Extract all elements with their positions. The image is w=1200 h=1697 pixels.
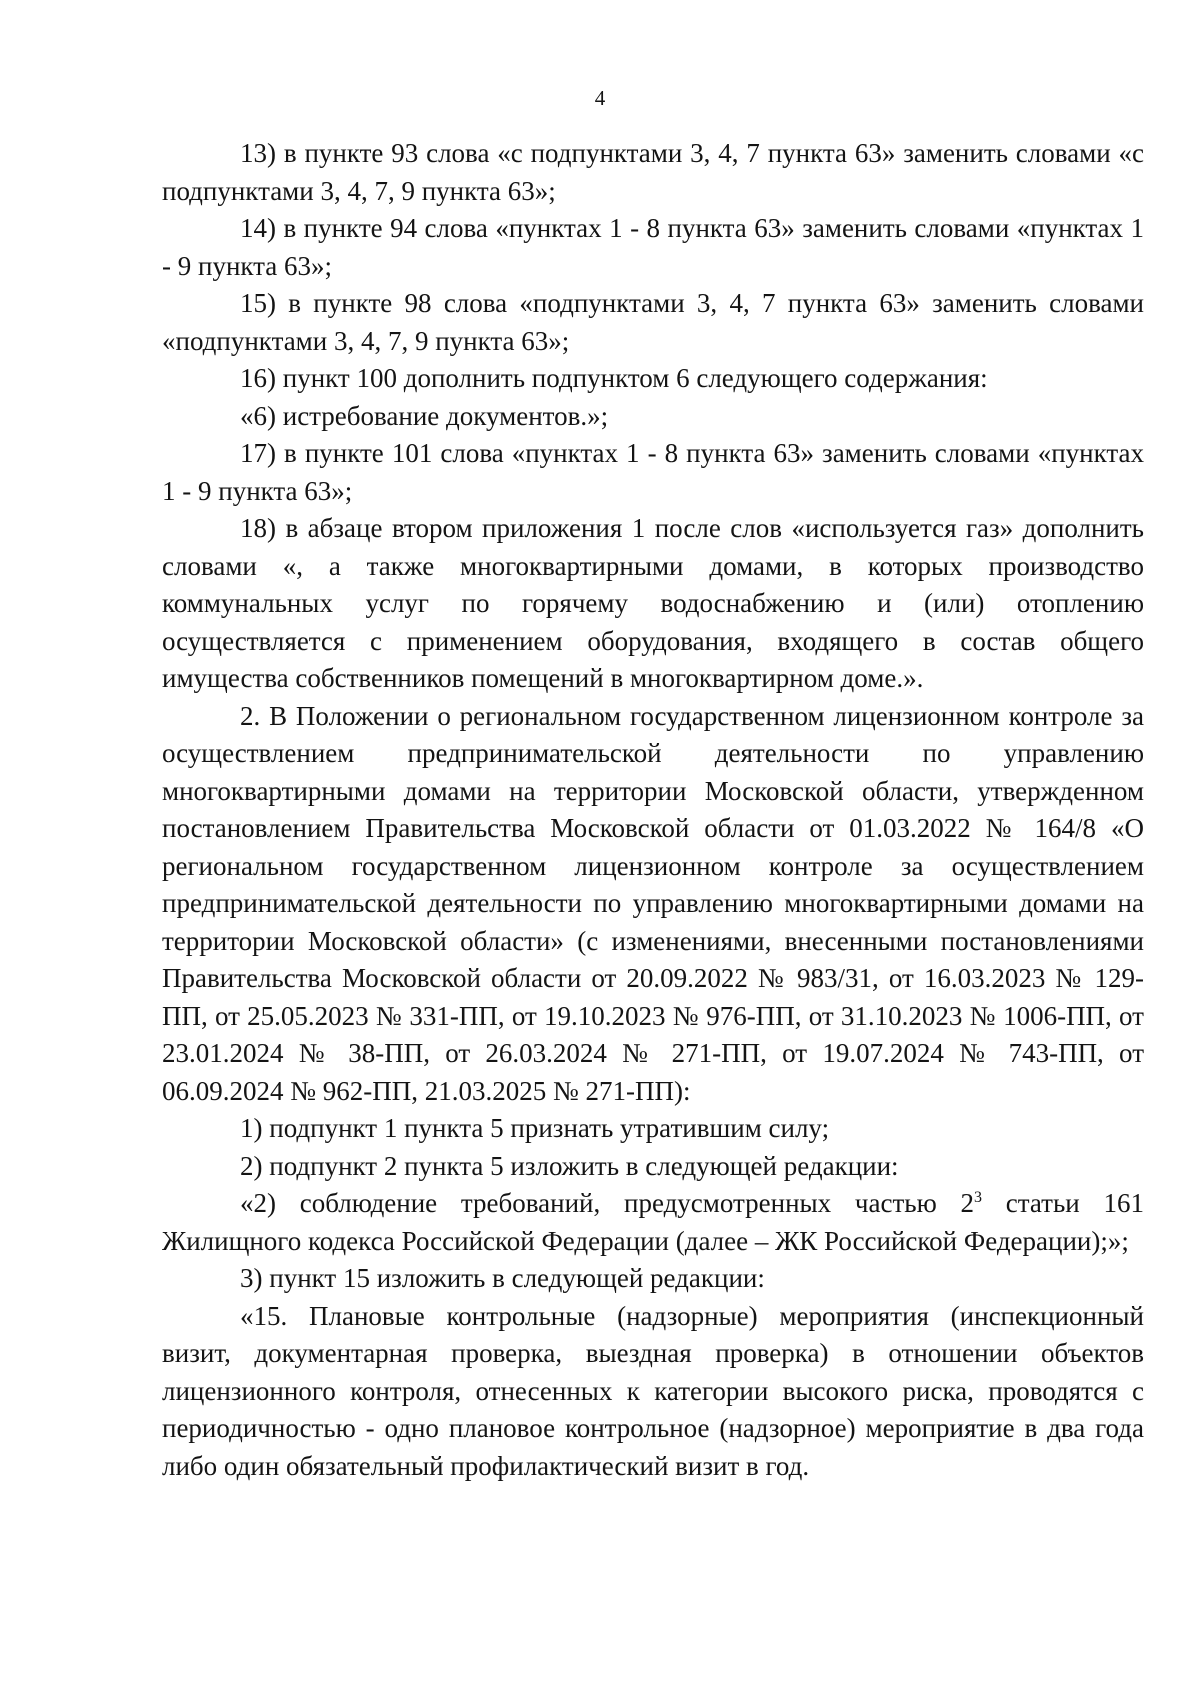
paragraph-17: 17) в пункте 101 слова «пунктах 1 - 8 пункта 63» заменить словами «пунктах 1 - 9 пункта 63»; — [162, 438, 1144, 506]
quote-text-part-a: «2) соблюдение требований, предусмотренных частью 2 — [240, 1188, 975, 1218]
document-body — [162, 135, 1144, 1485]
paragraph-16: 16) пункт 100 дополнить подпунктом 6 следующего содержания: — [240, 363, 988, 393]
page-number: 4 — [594, 86, 606, 110]
paragraph-14: 14) в пункте 94 слова «пунктах 1 - 8 пункта 63» заменить словами «пунктах 1 - 9 пункта 63»; — [162, 213, 1144, 281]
section-2-item-2: 2) подпункт 2 пункта 5 изложить в следующей редакции: — [240, 1150, 899, 1181]
paragraph-16-quote: «6) истребование документов.»; — [240, 400, 609, 431]
section-2-intro: 2. В Положении о региональном государственном лицензионном контроле за осуществлением предпринимательской деятельности по управлению многоквартирными домами на территории Московской области, утвержденном постановлением Правительства Московской области от 01.03.2022 № 164/8 «О региональном государственном лицензионном контроле за осуществлением предпринимательской деятельности по управлению многоквартирными домами на территории Московской области» (с изменениями, внесенными постановлениями Правительства Московской области от 20.09.2022 № 983/31, от 16.03.2023 № 129-ПП, от 25.05.2023 № 331-ПП, от 19.10.2023 № 976-ПП, от 31.10.2023 № 1006-ПП, от 23.01.2024 № 38-ПП, от 26.03.2024 № 271-ПП, от 19.07.2024 № 743-ПП, от 06.09.2024 № 962-ПП, 21.03.2025 № 271-ПП): — [162, 700, 1144, 1106]
paragraph-13: 13) в пункте 93 слова «с подпунктами 3, 4, 7 пункта 63» заменить словами «с подпунктами 3, 4, 7, 9 пункта 63»; — [162, 138, 1144, 206]
section-2-item-1: 1) подпункт 1 пункта 5 признать утратившим силу; — [240, 1113, 830, 1143]
superscript: 3 — [974, 1189, 983, 1206]
section-2-item-3: 3) пункт 15 изложить в следующей редакции: — [240, 1263, 765, 1293]
section-2-item-2-quote — [162, 1185, 1144, 1260]
section-2-item-3-quote: «15. Плановые контрольные (надзорные) мероприятия (инспекционный визит, документарная проверка, выездная проверка) в отношении объектов лицензионного контроля, отнесенных к категории высокого риска, проводятся с периодичностью - одно плановое контрольное (надзорное) мероприятие в два года либо один обязательный профилактический визит в год. — [162, 1300, 1144, 1481]
paragraph-15: 15) в пункте 98 слова «подпунктами 3, 4, 7 пункта 63» заменить словами «подпунктами 3, 4, 7, 9 пункта 63»; — [162, 288, 1144, 356]
quote-text-part-b: статьи 161 Жилищного кодекса Российской Федерации (далее – ЖК Российской Федерации);»; — [162, 1188, 1144, 1256]
paragraph-18: 18) в абзаце втором приложения 1 после слов «используется газ» дополнить словами «, а также многоквартирными домами, в которых производство коммунальных услуг по горячему водоснабжению и (или) отоплению осуществляется с применением оборудования, входящего в состав общего имущества собственников помещений в многоквартирном доме.». — [162, 513, 1144, 693]
